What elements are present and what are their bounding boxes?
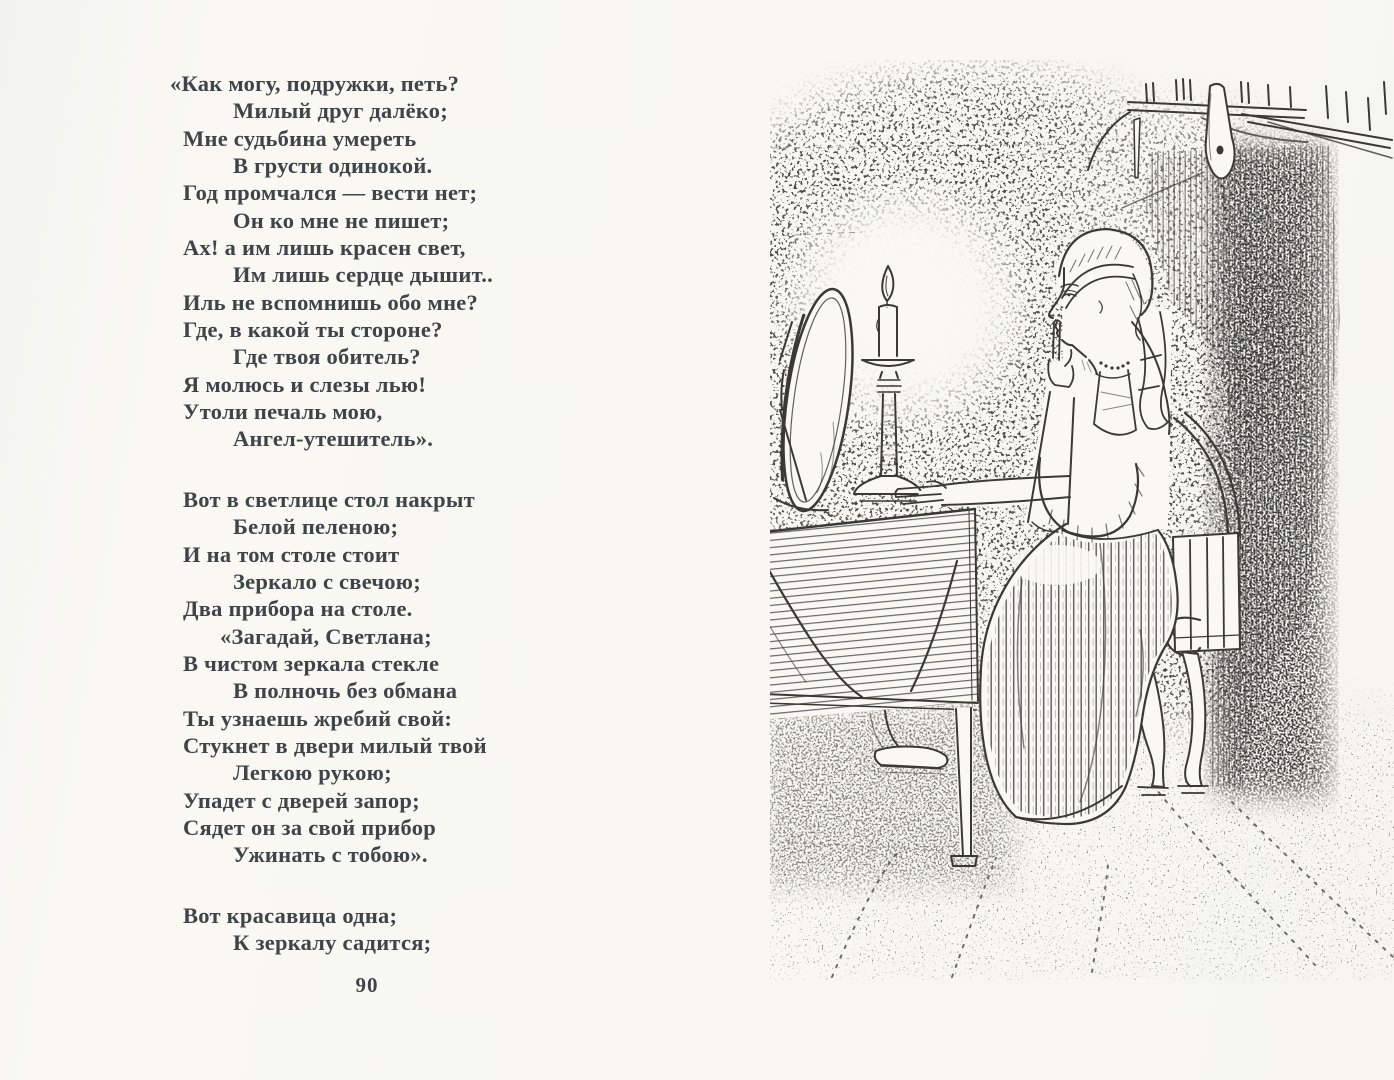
poem-text — [170, 70, 493, 956]
poem-line: Где твоя обитель? — [233, 344, 421, 370]
poem-line: Ужинать с тобою». — [233, 842, 428, 868]
poem-line: Вот в светлице стол накрыт — [183, 486, 475, 512]
poem-line: Ах! а им лишь красен свет, — [183, 235, 466, 261]
poem-line: В чистом зеркала стекле — [183, 650, 440, 676]
poem-line: И на том столе стоит — [183, 541, 400, 567]
slipper — [875, 747, 948, 769]
poem-line: Упадет с дверей запор; — [183, 787, 420, 813]
book-illustration — [770, 60, 1394, 980]
poem-line: Сядет он за свой прибор — [183, 814, 436, 840]
poem-line: Он ко мне не пишет; — [233, 207, 450, 233]
poem-line: Вот красавица одна; — [183, 902, 398, 928]
poem-line: Ты узнаешь жребий свой: — [183, 705, 453, 731]
poem-line: Зеркало с свечою; — [233, 568, 421, 594]
right-page — [697, 0, 1394, 1080]
poem-line: «Как могу, подружки, петь? — [170, 71, 460, 96]
poem-line: Иль не вспомнишь обо мне? — [183, 289, 479, 315]
poem-line: Ангел-утешитель». — [233, 426, 434, 452]
poem-line: К зеркалу садится; — [233, 929, 432, 955]
poem-line: Белой пеленою; — [233, 514, 399, 540]
poem-line: «Загадай, Светлана; — [220, 623, 432, 649]
poem-line: Им лишь сердце дышит.. — [233, 262, 493, 288]
poem-line: Мне судьбина умереть — [183, 125, 417, 151]
tablecloth-stripes — [770, 509, 978, 719]
poem-line: Два прибора на столе. — [183, 596, 413, 622]
page-number: 90 — [355, 973, 379, 997]
poem-line: Стукнет в двери милый твой — [183, 732, 487, 758]
poem-line: Утоли печаль мою, — [183, 399, 383, 425]
poem-line: В полночь без обмана — [233, 678, 458, 704]
poem-line: В грусти одинокой. — [233, 153, 433, 179]
poem-line: Милый друг далёко; — [233, 98, 449, 124]
poem-line: Год промчался — вести нет; — [183, 180, 478, 206]
poem-line: Где, в какой ты стороне? — [183, 317, 443, 343]
poem-line: Я молюсь и слезы лью! — [183, 371, 427, 397]
poem-line: Легкою рукою; — [233, 760, 392, 786]
